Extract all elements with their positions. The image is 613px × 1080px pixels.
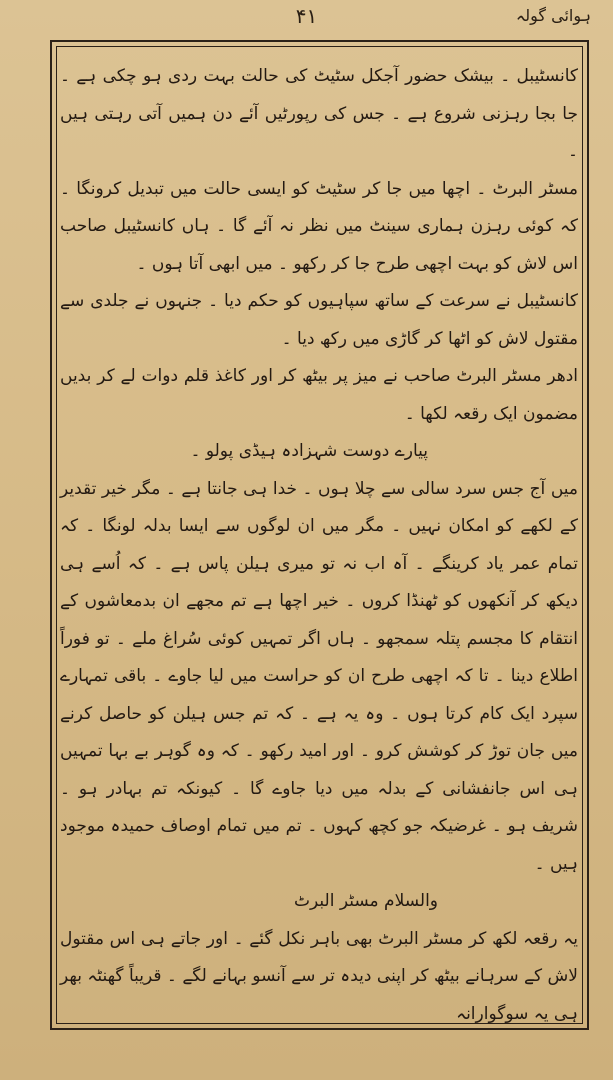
paragraph: مسٹر البرٹ ۔ اچھا میں جا کر سٹیٹ کو ایسی حالت میں تبدیل کرونگا ۔ کہ کوئی رہزن ہماری سینٹ میں نظر نہ آئے گا ۔ ہاں کانسٹیبل صاحب اس لاش کو بہت اچھی طرح جا کر رکھو ۔ میں ابھی آتا ہوں ۔ bbox=[60, 178, 578, 274]
page-text bbox=[60, 58, 578, 1024]
paragraph: کانسٹیبل نے سرعت کے ساتھ سپاہیوں کو حکم دیا ۔ جنہوں نے جلدی سے مقتول لاش کو اٹھا کر گاڑی میں رکھ دیا ۔ bbox=[60, 291, 578, 349]
letter-salutation: پیارے دوست شہزادہ ہیڈی پولو ۔ bbox=[190, 441, 428, 461]
letter-closing: والسلام مسٹر البرٹ bbox=[294, 891, 438, 911]
paragraph: کانسٹیبل ۔ بیشک حضور آجکل سٹیٹ کی حالت بہت ردی ہو چکی ہے ۔ جا بجا رہزنی شروع ہے ۔ جس کی رپورٹیں آئے دن ہمیں آتی رہتی ہیں ۔ bbox=[60, 66, 578, 161]
running-head: ہوائی گولہ bbox=[515, 6, 591, 25]
page-number: ۴۱ bbox=[295, 4, 318, 28]
paragraph: یہ رقعہ لکھ کر مسٹر البرٹ بھی باہر نکل گئے ۔ اور جاتے ہی اس مقتول لاش کے سرہانے بیٹھ کر اپنی دیدہ تر سے آنسو بہانے لگے ۔ قریباً گھنٹہ بھر ہی یہ سوگوارانہ bbox=[60, 928, 578, 1024]
letter-body: میں آج جس سرد سالی سے چلا ہوں ۔ خدا ہی جانتا ہے ۔ مگر خیر تقدیر کے لکھے کو امکان نہیں ۔ مگر میں ان لوگوں سے ایسا بدلہ لونگا ۔ کہ تمام عمر یاد کرینگے ۔ آہ اب نہ تو میری ہیلن پاس ہے ۔ کہ اُسے ہی دیکھ کر آنکھوں کو ٹھنڈا کروں ۔ خیر اچھا ہے تم مجھے ان بدمعاشوں کے انتقام کا مجسم پتلہ سمجھو ۔ ہاں اگر تمہیں کوئی سُراغ ملے ۔ تو فوراً اطلاع دینا ۔ تا کہ اچھی طرح ان کو حراست میں لیا جاوے ۔ باقی تمہارے سپرد ایک کام کرتا ہوں ۔ وہ یہ ہے ۔ کہ تم جس ہیلن کو حاصل کرنے میں جان توڑ کر کوشش کرو ۔ اور امید رکھو ۔ کہ وہ گوہر بے بہا تمہیں ہی اس جانفشانی کے بدلہ میں دیا جاوے گا ۔ کیونکہ تم بہادر ہو ۔ شریف ہو ۔ غرضیکہ جو کچھ کہوں ۔ تم میں تمام اوصاف حمیدہ موجود ہیں ۔ bbox=[60, 478, 578, 874]
paragraph: ادھر مسٹر البرٹ صاحب نے میز پر بیٹھ کر اور کاغذ قلم دوات لے کر بدیں مضمون ایک رقعہ لکھا ۔ bbox=[60, 366, 578, 424]
